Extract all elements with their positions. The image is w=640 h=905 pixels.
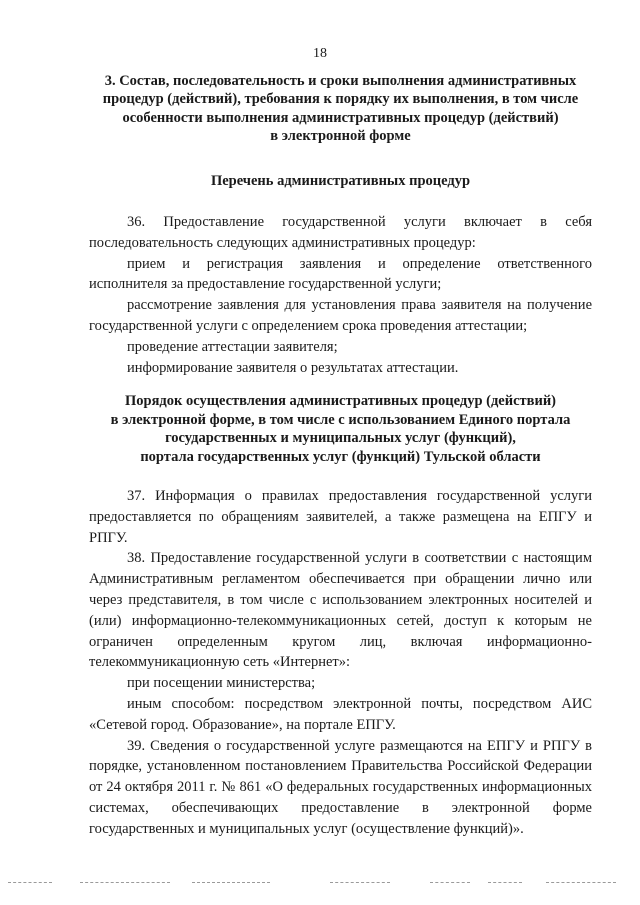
section-title-line: особенности выполнения административных процедур (действий)	[122, 109, 559, 126]
document-body	[89, 72, 592, 840]
page-number: 18	[313, 46, 327, 61]
section-title-line: 3. Состав, последовательность и сроки выполнения административных	[104, 73, 577, 89]
paragraph-38: 38. Предоставление государственной услуги в соответствии с настоящим Административным регламентом обеспечивается при обращении лично или через представителя, в том числе с использованием электронных носителей и (или) информационно-телекоммуникационных сетей, доступ к которым не ограничен определенным кругом лиц, включая информационно-телекоммуникационную сеть «Интернет»:	[89, 550, 592, 671]
section-title-line: в электронной форме	[270, 128, 411, 145]
subsection-title-electronic	[89, 392, 592, 466]
paragraph-37: 37. Информация о правилах предоставления государственной услуги предоставляется по обращениям заявителей, а также размещена на ЕПГУ и РПГУ.	[89, 488, 592, 546]
subsection-title-line: портала государственных услуг (функций) Тульской области	[140, 448, 541, 465]
procedures-list	[89, 212, 592, 378]
list-item: проведение аттестации заявителя;	[127, 338, 338, 355]
list-item: иным способом: посредством электронной почты, посредством АИС «Сетевой город. Образование», на портале ЕПГУ.	[89, 696, 592, 733]
paragraph-39: 39. Сведения о государственной услуге размещаются на ЕПГУ и РПГУ в порядке, установленном постановлением Правительства Российской Федерации от 24 октября 2011 г. № 861 «О федеральных государственных информационных системах, обеспечивающих предоставление в электронной форме государственных и муниципальных услуг (осуществление функций)».	[89, 737, 592, 837]
scan-artifact-line	[430, 882, 470, 883]
scan-artifact-line	[192, 882, 270, 883]
subsection-title: Перечень административных процедур	[210, 172, 471, 189]
scan-artifact-line	[546, 882, 616, 883]
list-item: прием и регистрация заявления и определение ответственного исполнителя за предоставление государственной услуги;	[89, 255, 592, 293]
list-item: рассмотрение заявления для установления права заявителя на получение государственной услуги с определением срока проведения аттестации;	[89, 297, 592, 335]
scan-artifact-line	[80, 882, 170, 883]
scan-artifact-line	[8, 882, 52, 883]
paragraph-36: 36. Предоставление государственной услуги включает в себя последовательность следующих административных процедур:	[89, 214, 592, 251]
electronic-procedures	[89, 486, 592, 840]
section-title-line: процедур (действий), требования к порядку их выполнения, в том числе	[102, 91, 579, 108]
scan-artifact-line	[488, 882, 522, 883]
section-title	[89, 72, 592, 146]
subsection-title-line: Порядок осуществления административных процедур (действий)	[124, 393, 557, 410]
subsection-title-line: государственных и муниципальных услуг (функций),	[165, 430, 516, 447]
list-item: информирование заявителя о результатах аттестации.	[127, 359, 459, 376]
scan-artifact-line	[330, 882, 390, 883]
list-item: при посещении министерства;	[127, 675, 316, 692]
subsection-title-line: в электронной форме, в том числе с использованием Единого портала	[110, 411, 571, 428]
